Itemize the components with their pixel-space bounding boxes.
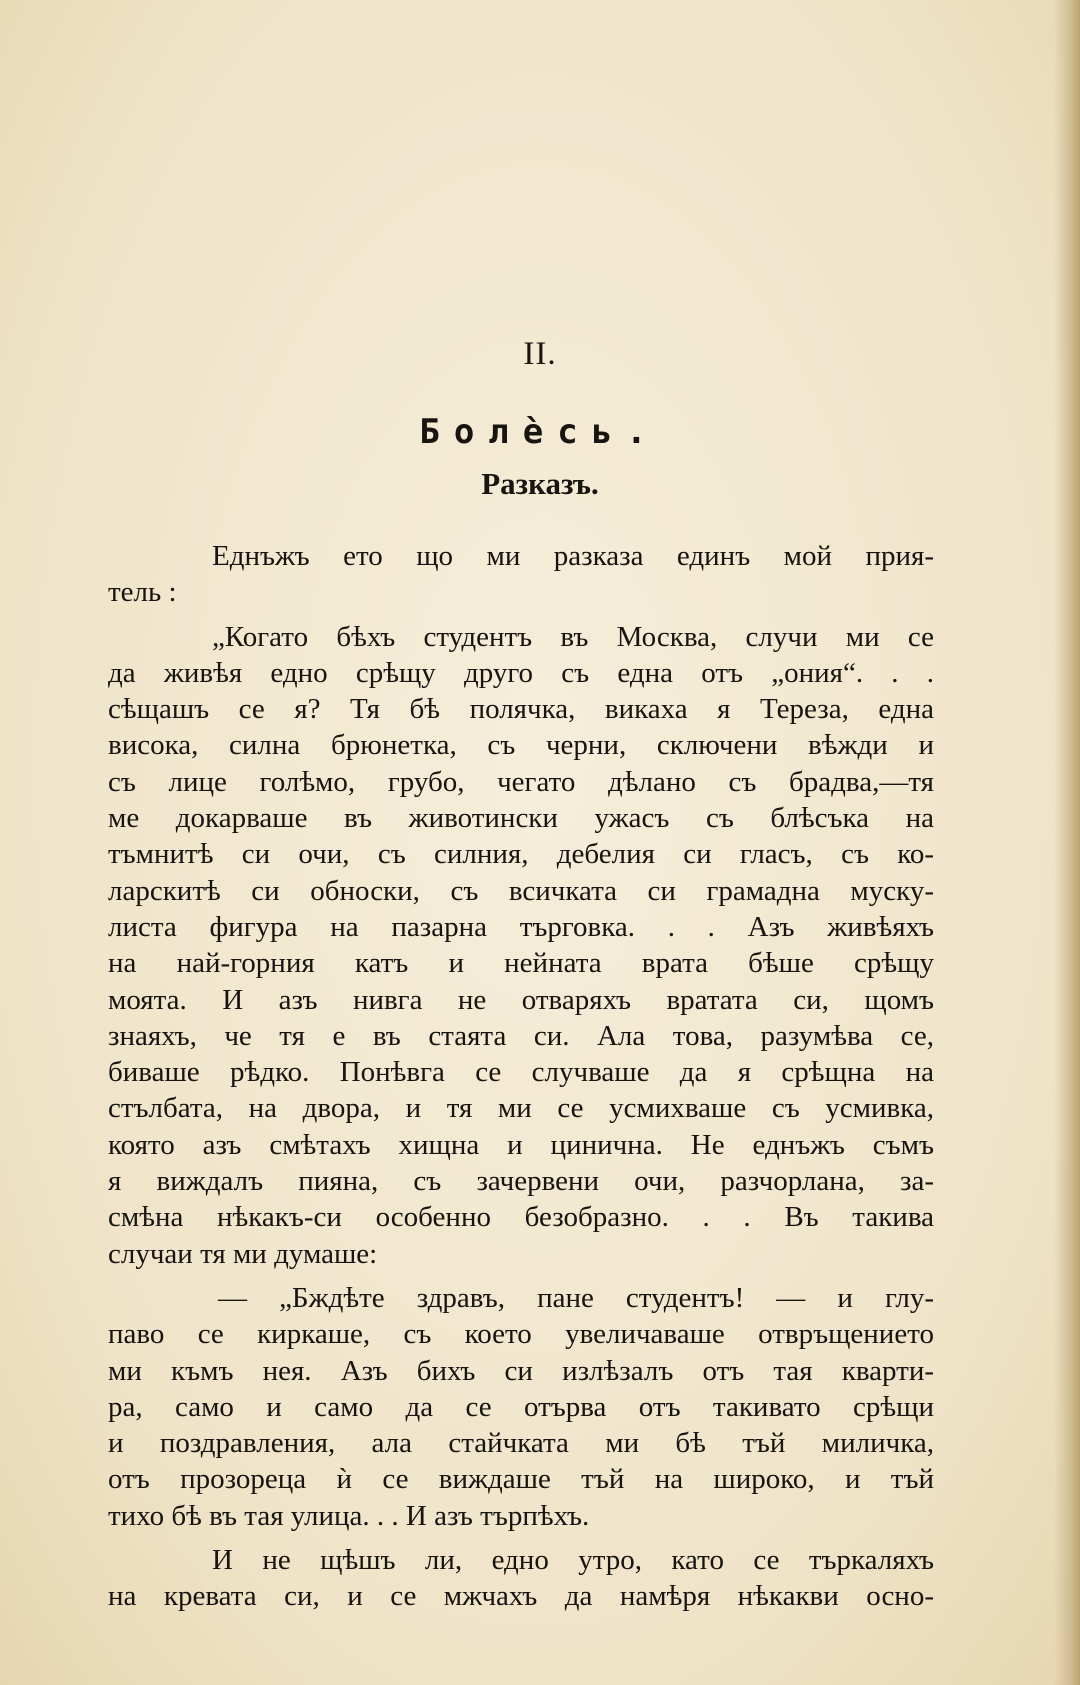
- page-edge-shadow: [1054, 0, 1080, 1685]
- text-line: отъ прозорецa ѝ се виждаше тъй на широко, и тъй: [108, 1463, 934, 1496]
- text-line: тихо бѣ въ тая улица. . . И азъ търпѣхъ.: [108, 1499, 590, 1532]
- text-line: стълбата, на двора, и тя ми се усмихваше съ усмивка,: [108, 1092, 934, 1125]
- text-line: листа фигура на пазарна търговка. . . Азъ живѣяхъ: [108, 910, 934, 943]
- story-subtitle: Разказъ.: [481, 466, 599, 501]
- text-line: да живѣя едно срѣщу друго съ една отъ „ония“. . .: [108, 656, 934, 689]
- story-title: Болѐсь.: [419, 412, 661, 452]
- text-line: Еднъжъ ето що ми разказа единъ мой прия-: [212, 540, 934, 572]
- text-line: висока, силна брюнетка, съ черни, сключени вѣжди и: [108, 729, 934, 762]
- text-line: ми къмъ нея. Азъ бихъ си излѣзалъ отъ тая кварти-: [108, 1354, 934, 1387]
- text-line: „Когато бѣхъ студентъ въ Москва, случи ми се: [212, 620, 934, 653]
- text-line: сѣщашъ се я? Тя бѣ полячка, викаха я Тереза, една: [108, 693, 934, 726]
- text-line: която азъ смѣтахъ хищна и цинична. Не еднъжъ съмъ: [108, 1128, 934, 1161]
- text-line: моята. И азъ нивга не отваряхъ вратата си, щомъ: [108, 983, 934, 1016]
- text-line: ме докарваше въ животински ужасъ съ блѣсъка на: [108, 802, 934, 835]
- text-line: биваше рѣдко. Понѣвга се случваше да я срѣщна на: [108, 1056, 934, 1089]
- text-line: ра, само и само да се отърва отъ такивато срѣщи: [108, 1390, 934, 1423]
- text-line: на кревата си, и се мжчахъ да намѣря нѣкакви осно-: [108, 1580, 934, 1613]
- text-line: съ лице голѣмо, грубо, чегато дѣлано съ брадва,—тя: [108, 765, 934, 798]
- text-line: я виждалъ пияна, съ зачервени очи, разчорлана, за-: [108, 1165, 934, 1198]
- text-line: случаи тя ми думаше:: [108, 1237, 378, 1270]
- text-line: ларскитѣ си обноски, съ всичката си грамадна муску-: [108, 874, 934, 907]
- story-body: [108, 538, 934, 1615]
- text-line: и поздравления, ала стайчката ми бѣ тъй миличка,: [108, 1427, 934, 1460]
- text-line: паво се киркаше, съ което увеличаваше отвръщението: [108, 1318, 934, 1351]
- text-line: тель :: [108, 576, 177, 609]
- text-line: И не щѣшъ ли, едно утро, като се търкаляхъ: [212, 1544, 934, 1577]
- text-line: знаяхъ, че тя е въ стаята си. Ала това, разумѣва се,: [108, 1019, 934, 1052]
- text-line: тъмнитѣ си очи, съ силния, дебелия си гласъ, съ ко-: [108, 838, 934, 871]
- text-line: — „Бждѣте здравъ, пане студентъ! — и глу-: [218, 1281, 934, 1314]
- text-line: на най-горния катъ и нейната врата бѣше срѣщу: [108, 947, 934, 980]
- chapter-number: II.: [523, 336, 557, 372]
- text-line: смѣна нѣкакъ-си особенно безобразно. . . Въ такива: [108, 1201, 934, 1234]
